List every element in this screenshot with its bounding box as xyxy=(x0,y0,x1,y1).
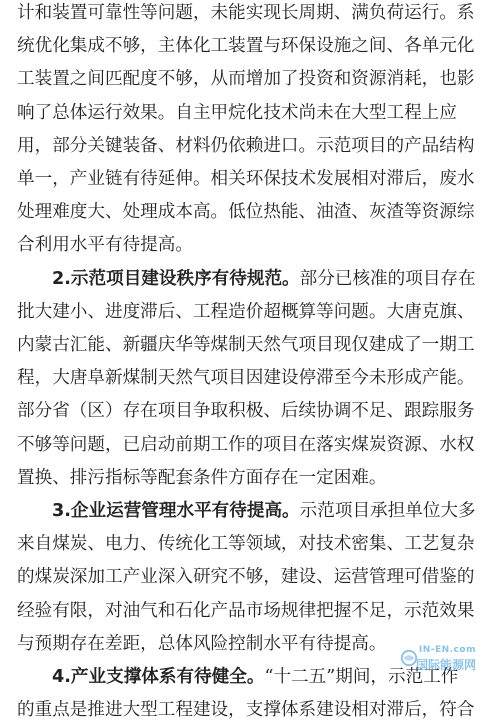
text-line: 经验有限，对油气和石化产品市场规律把握不足，示范效果 xyxy=(17,600,475,621)
text-line: 置换、排污指标等配套条件方面存在一定困难。 xyxy=(17,467,387,488)
text-line: 的煤炭深加工产业深入研究不够，建设、运营管理可借鉴的 xyxy=(17,567,475,588)
watermark-domain: IN-EN.com xyxy=(418,645,476,655)
text-line: 工装置之间匹配度不够，从而增加了投资和资源消耗，也影 xyxy=(17,69,475,90)
text-line: 处理难度大、处理成本高。低位热能、油渣、灰渣等资源综 xyxy=(17,202,475,223)
text-line: 用，部分关键装备、材料仍依赖进口。示范项目的产品结构 xyxy=(17,135,475,156)
paragraph-first-line xyxy=(52,499,477,523)
paragraph-first-line xyxy=(52,267,477,291)
paragraph-heading: 3.企业运营管理水平有待提高。 xyxy=(52,501,300,521)
paragraph-heading: 4.产业支撑体系有待健全。 xyxy=(52,667,265,687)
text-line: 计和装置可靠性等问题，未能实现长周期、满负荷运行。系 xyxy=(17,3,475,23)
paragraph-heading: 2.示范项目建设秩序有待规范。 xyxy=(52,268,300,289)
text-line: 部分省（区）存在项目争取积极、后续协调不足、跟踪服务 xyxy=(17,401,475,422)
text-line: 的重点是推进大型工程建设，支撑体系建设相对滞后，符合 xyxy=(17,700,475,721)
site-watermark xyxy=(400,645,476,673)
text-line: 统优化集成不够，主体化工装置与环保设施之间、各单元化 xyxy=(17,36,475,57)
watermark-brand: 国际能源网 xyxy=(415,658,476,672)
text-span: 部分已核准的项目存在 xyxy=(299,268,476,289)
text-line: 不够等问题，已启动前期工作的项目在落实煤炭资源、水权 xyxy=(17,434,475,455)
text-span: 示范项目承担单位大多 xyxy=(299,501,476,521)
text-line: 单一，产业链有待延伸。相关环保技术发展相对滞后，废水 xyxy=(17,169,475,189)
text-line: 内蒙古汇能、新疆庆华等煤制天然气项目现仅建成了一期工 xyxy=(17,335,475,355)
text-span: “十二五”期间，示范工作 xyxy=(264,667,459,687)
text-line: 与预期存在差距，总体风险控制水平有待提高。 xyxy=(17,633,387,654)
text-line: 响了总体运行效果。自主甲烷化技术尚未在大型工程上应 xyxy=(17,102,457,123)
text-line: 合利用水平有待提高。 xyxy=(17,235,193,256)
text-line: 程，大唐阜新煤制天然气项目因建设停滞至今未形成产能。 xyxy=(17,368,475,389)
text-line: 来自煤炭、电力、传统化工等领域，对技术密集、工艺复杂 xyxy=(17,534,475,555)
text-line: 批大建小、进度滞后、工程造价超概算等问题。大唐克旗、 xyxy=(17,301,475,322)
